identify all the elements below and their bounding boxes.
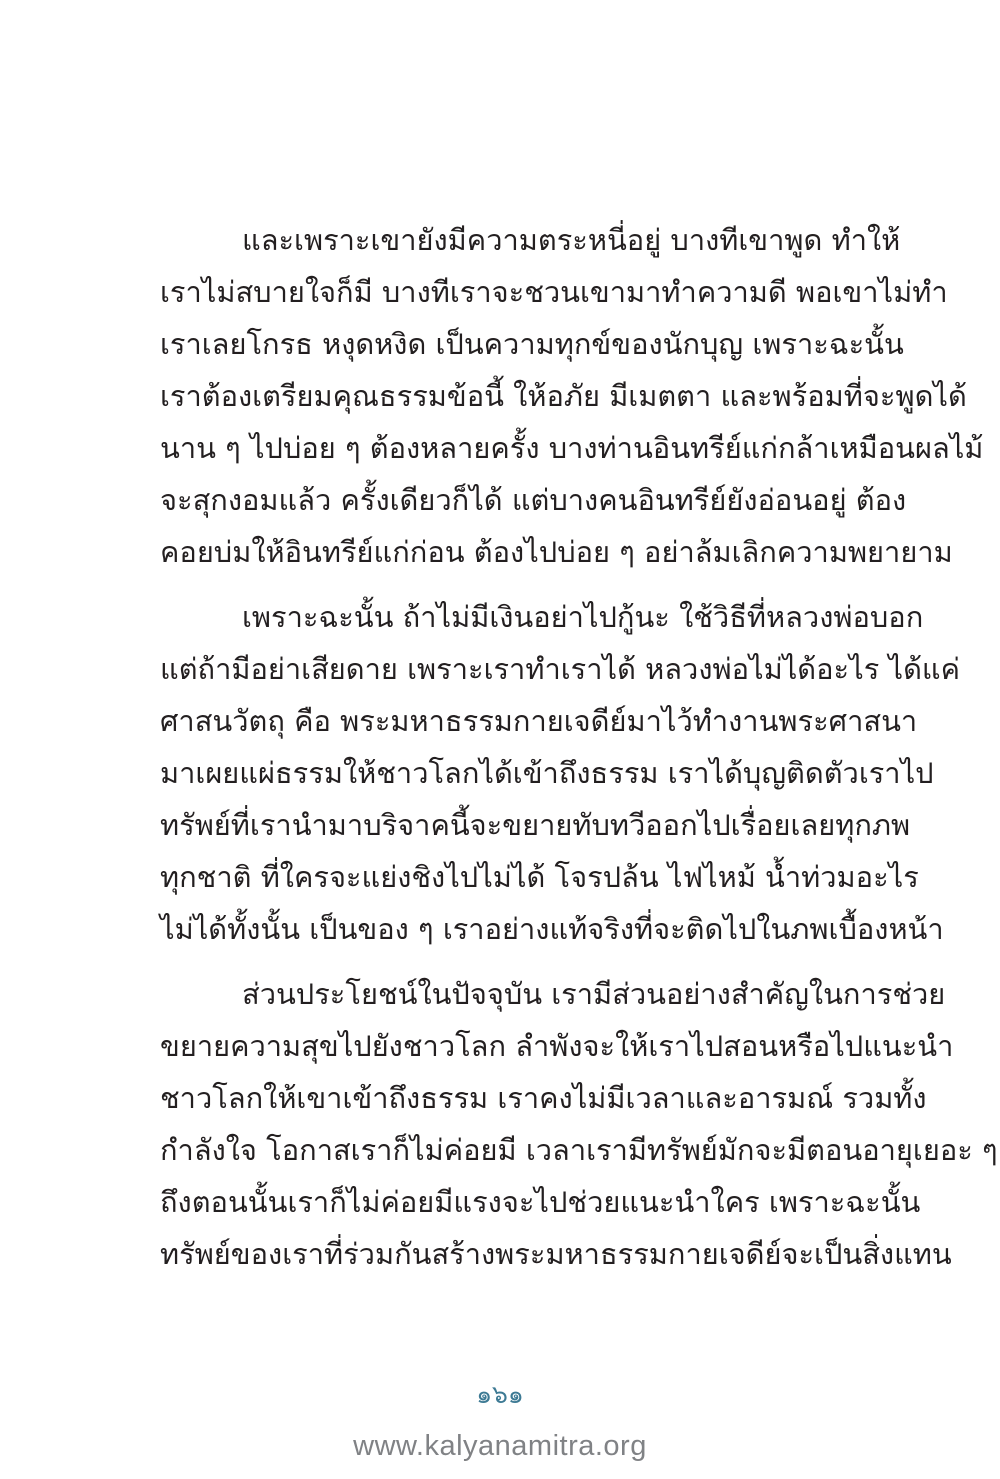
text-line: เราต้องเตรียมคุณธรรมข้อนี้ ให้อภัย มีเมตตา และพร้อมที่จะพูดได้: [160, 379, 967, 413]
text-line: ศาสนวัตถุ คือ พระมหาธรรมกายเจดีย์มาไว้ทำงานพระศาสนา: [160, 704, 918, 738]
footer-url: www.kalyanamitra.org: [353, 1430, 647, 1462]
paragraph-1: [160, 214, 984, 578]
text-line: ชาวโลกให้เขาเข้าถึงธรรม เราคงไม่มีเวลาและอารมณ์ รวมทั้ง: [160, 1081, 927, 1115]
text-line: ถึงตอนนั้นเราก็ไม่ค่อยมีแรงจะไปช่วยแนะนำใคร เพราะฉะนั้น: [160, 1185, 921, 1219]
text-line: ขยายความสุขไปยังชาวโลก ลำพังจะให้เราไปสอนหรือไปแนะนำ: [160, 1029, 954, 1063]
body-text: [160, 214, 998, 1293]
paragraph-3: [160, 968, 998, 1280]
text-line: ส่วนประโยชน์ในปัจจุบัน เรามีส่วนอย่างสำคัญในการช่วย: [242, 977, 946, 1011]
paragraph-2: [160, 591, 961, 955]
text-line: และเพราะเขายังมีความตระหนี่อยู่ บางทีเขาพูด ทำให้: [242, 223, 901, 257]
text-line: นาน ๆ ไปบ่อย ๆ ต้องหลายครั้ง บางท่านอินทรีย์แก่กล้าเหมือนผลไม้: [160, 431, 984, 465]
text-line: จะสุกงอมแล้ว ครั้งเดียวก็ได้ แต่บางคนอินทรีย์ยังอ่อนอยู่ ต้อง: [160, 483, 907, 517]
text-line: ไม่ได้ทั้งนั้น เป็นของ ๆ เราอย่างแท้จริงที่จะติดไปในภพเบื้องหน้า: [160, 912, 944, 946]
text-line: เราไม่สบายใจก็มี บางทีเราจะชวนเขามาทำความดี พอเขาไม่ทำ: [160, 275, 948, 309]
text-line: กำลังใจ โอกาสเราก็ไม่ค่อยมี เวลาเรามีทรัพย์มักจะมีตอนอายุเยอะ ๆ: [160, 1133, 998, 1167]
text-line: แต่ถ้ามีอย่าเสียดาย เพราะเราทำเราได้ หลวงพ่อไม่ได้อะไร ได้แค่: [160, 652, 961, 686]
text-line: ทุกชาติ ที่ใครจะแย่งชิงไปไม่ได้ โจรปล้น ไฟไหม้ น้ำท่วมอะไร: [160, 860, 919, 894]
text-line: มาเผยแผ่ธรรมให้ชาวโลกได้เข้าถึงธรรม เราได้บุญติดตัวเราไป: [160, 756, 934, 790]
page-number: ๑๖๑: [476, 1380, 524, 1409]
text-line: เพราะฉะนั้น ถ้าไม่มีเงินอย่าไปกู้นะ ใช้วิธีที่หลวงพ่อบอก: [242, 600, 924, 634]
text-line: ทรัพย์ที่เรานำมาบริจาคนี้จะขยายทับทวีออกไปเรื่อยเลยทุกภพ: [160, 808, 911, 842]
text-line: คอยบ่มให้อินทรีย์แก่ก่อน ต้องไปบ่อย ๆ อย่าล้มเลิกความพยายาม: [160, 535, 953, 569]
text-line: ทรัพย์ของเราที่ร่วมกันสร้างพระมหาธรรมกายเจดีย์จะเป็นสิ่งแทน: [160, 1237, 952, 1271]
text-line: เราเลยโกรธ หงุดหงิด เป็นความทุกข์ของนักบุญ เพราะฉะนั้น: [160, 327, 904, 361]
